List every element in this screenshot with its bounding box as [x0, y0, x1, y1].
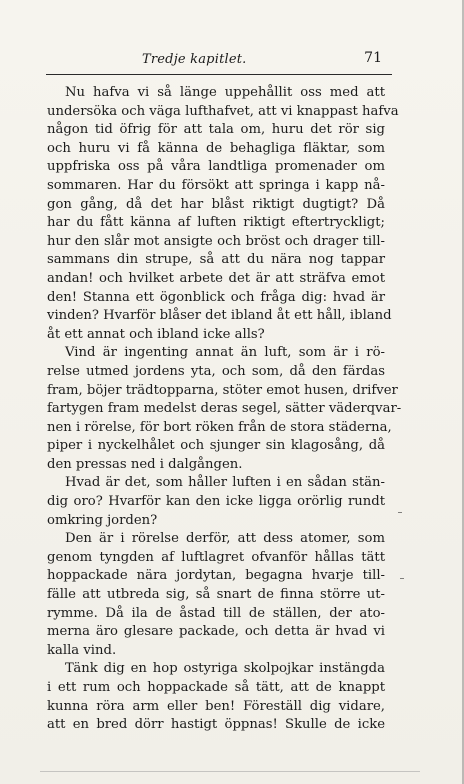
- page-header: [52, 50, 382, 72]
- text-line: har du fått känna af luften riktigt eftertryckligt;: [47, 215, 385, 231]
- text-line: Den är i rörelse derför, att dess atomer, som: [65, 531, 385, 547]
- text-line: relse utmed jordens yta, och som, då den färdas: [47, 363, 385, 379]
- paragraph-5: [47, 660, 385, 734]
- text-line: den pressas ned i dalgången.: [47, 456, 243, 472]
- text-line: hur den slår mot ansigte och bröst och drager till-: [47, 233, 385, 249]
- print-speck: [400, 578, 404, 579]
- text-line: Vind är ingenting annat än luft, som är i rö-: [65, 345, 385, 361]
- print-speck: [398, 512, 402, 513]
- text-line: sammans din strupe, så att du nära nog tappar: [47, 252, 385, 268]
- text-line: den! Stanna ett ögonblick och fråga dig: hvad är: [47, 289, 385, 305]
- text-line: dig oro? Hvarför kan den icke ligga orörlig rundt: [47, 494, 385, 510]
- text-line: fälle att utbreda sig, så snart de finna större ut-: [47, 587, 385, 603]
- text-line: hoppackade nära jordytan, begagna hvarje till-: [47, 568, 385, 584]
- running-title: Tredje kapitlet.: [142, 52, 247, 67]
- page-number: 71: [364, 50, 382, 66]
- paragraph-4: [47, 530, 385, 660]
- text-line: genom tyngden af luftlagret ofvanför hållas tätt: [47, 549, 385, 565]
- paragraph-2: [47, 344, 402, 474]
- text-line: uppfriska oss på våra landtliga promenader om: [47, 159, 385, 175]
- text-line: att en bred dörr hastigt öppnas! Skulle de icke: [47, 717, 385, 733]
- text-line: någon tid öfrig för att tala om, huru det rör sig: [47, 122, 385, 138]
- text-line: i ett rum och hoppackade så tätt, att de knappt: [47, 680, 385, 695]
- text-line: andan! och hvilket arbete det är att sträfva emot: [47, 270, 385, 286]
- text-line: Tänk dig en hop ostyriga skolpojkar instängda: [65, 661, 385, 677]
- body-text: [47, 84, 402, 735]
- text-line: sommaren. Har du försökt att springa i kapp nå-: [47, 177, 385, 193]
- text-line: undersöka och väga lufthafvet, att vi knappast hafva: [47, 103, 399, 119]
- text-line: vinden? Hvarför blåser det ibland åt ett håll, ibland: [47, 308, 392, 324]
- header-rule: [46, 74, 392, 75]
- text-line: gon gång, då det har blåst riktigt dugtigt? Då: [47, 196, 385, 212]
- text-line: omkring jorden?: [47, 512, 158, 528]
- text-line: rymme. Då ila de åstad till de ställen, der ato-: [47, 605, 385, 621]
- text-line: merna äro glesare packade, och detta är hvad vi: [47, 624, 385, 640]
- text-line: Nu hafva vi så länge uppehållit oss med att: [65, 85, 385, 100]
- text-line: åt ett annat och ibland icke alls?: [47, 326, 265, 342]
- text-line: nen i rörelse, för bort röken från de stora städerna,: [47, 419, 392, 435]
- text-line: kunna röra arm eller ben! Föreställ dig vidare,: [47, 698, 385, 714]
- text-line: fram, böjer trädtopparna, stöter emot husen, drifver: [47, 382, 398, 398]
- text-line: kalla vind.: [47, 642, 117, 658]
- text-line: fartygen fram medelst deras segel, sätter väderqvar-: [47, 401, 402, 417]
- text-line: Hvad är det, som håller luften i en sådan stän-: [65, 475, 385, 491]
- paragraph-1: [47, 84, 399, 344]
- bottom-edge-shadow: [40, 771, 420, 772]
- text-line: och huru vi få känna de behagliga fläktar, som: [47, 140, 385, 156]
- text-line: piper i nyckelhålet och sjunger sin klagosång, då: [47, 438, 385, 454]
- paragraph-3: [47, 474, 385, 530]
